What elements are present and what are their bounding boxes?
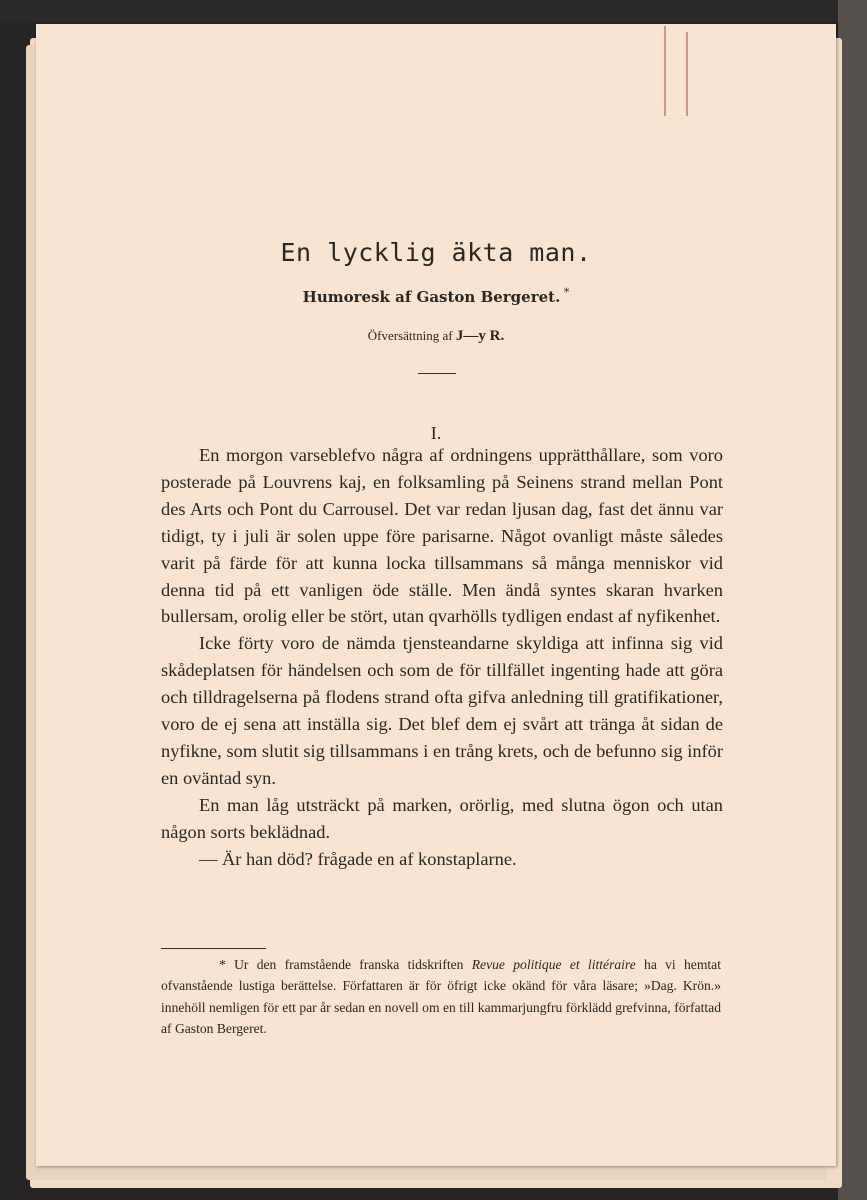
translator-name: J—y R. [455, 328, 505, 344]
paragraph: Icke förty voro de nämda tjensteandarne skyldiga att infinna sig vid skådeplatsen för händelsen och som de för tillfället ingenting hade att göra och tilldragelserna på flodens strand ofta gifva anledning till gratifikationer, voro de ej sena att inställa sig. Det blef dem ej svårt att tränga åt sidan de nyfikne, som slutit sig tillsammans i en trång krets, och de befunno sig inför en oväntad syn. [161, 633, 723, 788]
page-crease-mark [664, 26, 666, 116]
paragraph: — Är han död? frågade en af konstaplarne. [199, 848, 517, 869]
document-page [36, 24, 836, 1166]
paragraph: En morgon varseblefvo några af ordningens upprätthållare, som voro posterade på Louvrens kaj, en folksamling på Seinens strand mellan Pont des Arts och Pont du Carrousel. Det var redan ljusan dag, fast det ännu var tidigt, ty i juli är solen uppe före parisarne. Något ovanligt måste således varit på färde för att kunna locka tillsammans så många menniskor vid denna tid på ett vanligen öde ställe. Men ändå syntes skaran hvarken bullersam, orolig eller be stört, utan qvarhölls tydligen endast af nyfikenhet. [161, 445, 723, 627]
page-crease-mark [686, 32, 688, 116]
scan-top-edge [0, 0, 867, 22]
paragraph: En man låg utsträckt på marken, orörlig, med slutna ögon och utan någon sorts beklädnad. [161, 794, 723, 842]
title-divider [418, 373, 456, 374]
story-subtitle [36, 286, 836, 306]
subtitle-text: Humoresk af Gaston Bergeret. [302, 288, 561, 306]
story-title: En lycklig äkta man. [280, 238, 592, 267]
footnote-rule [161, 948, 266, 949]
footnote [161, 954, 721, 1039]
chapter-number: I. [430, 423, 442, 443]
footnote-rest: ha vi hemtat ofvanstående lustiga berättelse. Författaren är för öfrigt icke okänd för våra läsare; »Dag. Krön.» innehöll nemligen för ett par år sedan en novell om en till kammarjungfru förklädd grefvinna, författad af Gaston Bergeret. [161, 957, 721, 1036]
translator-credit [36, 328, 836, 345]
footnote-marker: * [560, 286, 570, 299]
scan-right-edge [838, 0, 867, 1200]
footnote-journal: Revue politique et littéraire [471, 957, 636, 972]
footnote-lead: * Ur den framstående franska tidskriften [219, 957, 464, 972]
body-text [161, 442, 723, 873]
translator-prefix: Öfversättning af [367, 328, 453, 343]
